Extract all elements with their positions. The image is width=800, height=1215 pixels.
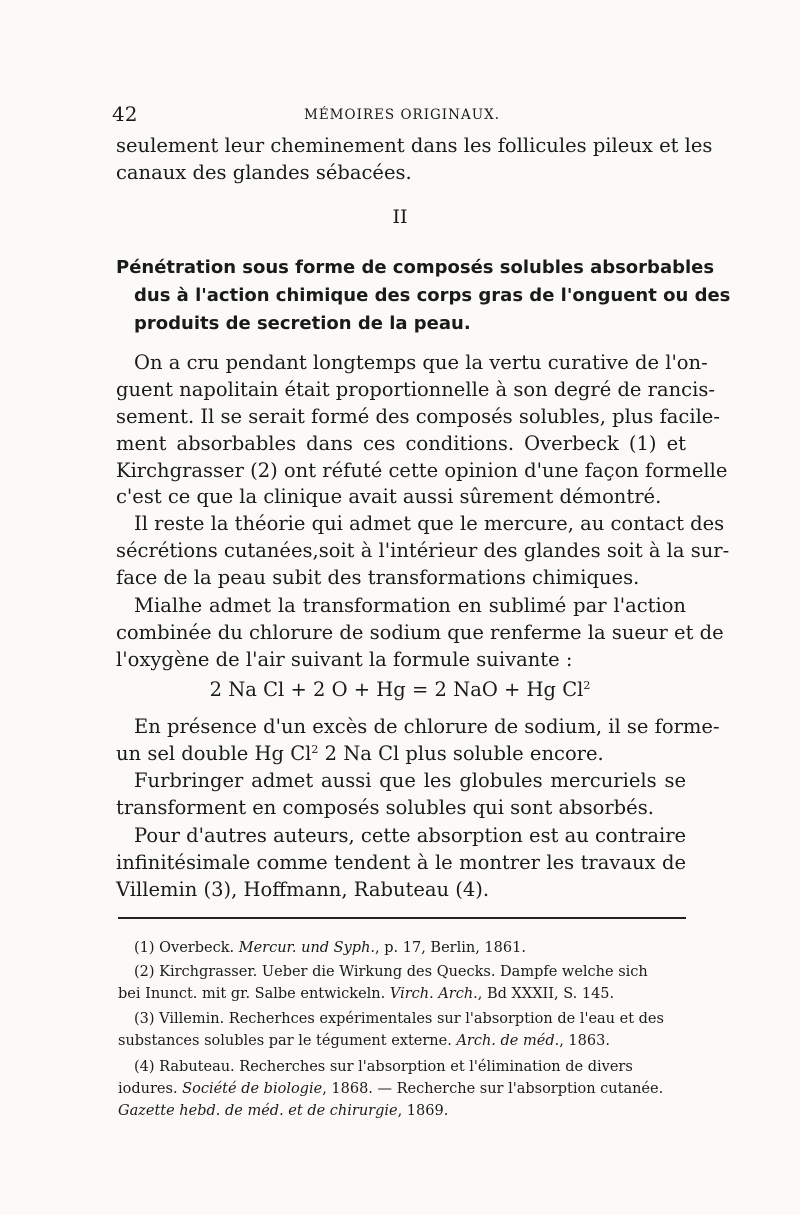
chemical-formula: [0, 677, 800, 703]
body-line: Pour d'autres auteurs, cette absorption est au contraire: [134, 824, 687, 847]
footnote-italic: Société de biologie: [182, 1081, 323, 1097]
inline-text: un sel double Hg Cl: [116, 742, 312, 765]
body-line: guent napolitain était proportionnelle à son degré de rancis-: [116, 378, 715, 401]
body-line: combinée du chlorure de sodium que renferme la sueur et de: [116, 621, 724, 644]
footnote-text: , 1869.: [397, 1103, 449, 1119]
body-line: Il reste la théorie qui admet que le mercure, au contact des: [134, 512, 725, 535]
section-numeral: II: [392, 206, 408, 228]
footnote-text: , p. 17, Berlin, 1861.: [375, 940, 526, 956]
footnote: [134, 939, 704, 958]
body-line: sécrétions cutanées,soit à l'intérieur des glandes soit à la sur-: [116, 539, 730, 562]
footnote-italic: Virch. Arch.: [389, 986, 478, 1002]
body-line: Mialhe admet la transformation en sublimé par l'action: [134, 594, 686, 617]
section-heading-line: Pénétration sous forme de composés solubles absorbables: [116, 257, 715, 278]
footnote: [118, 1080, 688, 1099]
footnote-text: substances solubles par le tégument externe.: [118, 1033, 457, 1049]
body-line: c'est ce que la clinique avait aussi sûrement démontré.: [116, 485, 662, 508]
body-line: canaux des glandes sébacées.: [116, 161, 412, 184]
footnote-italic: Mercur. und Syph.: [238, 940, 376, 956]
footnote-italic: Gazette hebd. de méd. et de chirurgie: [118, 1103, 398, 1119]
footnote-text: (1) Overbeck.: [134, 940, 239, 956]
section-heading-line: dus à l'action chimique des corps gras de l'onguent ou des: [134, 285, 731, 306]
inline-superscript: 2: [311, 743, 319, 756]
footnote-italic: Arch. de méd.: [456, 1033, 560, 1049]
footnote: (4) Rabuteau. Recherches sur l'absorption et l'élimination de divers: [134, 1059, 633, 1075]
formula-superscript: 2: [583, 679, 591, 692]
footnote-divider: [118, 917, 686, 919]
body-line: sement. Il se serait formé des composés solubles, plus facile-: [116, 405, 720, 428]
body-line: infinitésimale comme tendent à le montrer les travaux de: [116, 851, 686, 874]
body-line: Furbringer admet aussi que les globules mercuriels se: [134, 769, 686, 792]
footnote: [118, 985, 688, 1004]
footnote: [118, 1032, 688, 1051]
body-line: transforment en composés solubles qui sont absorbés.: [116, 796, 654, 819]
running-header: [112, 102, 692, 126]
body-line: seulement leur cheminement dans les follicules pileux et les: [116, 134, 713, 157]
body-line: ment absorbables dans ces conditions. Overbeck (1) et: [116, 432, 686, 455]
body-line: Kirchgrasser (2) ont réfuté cette opinion d'une façon formelle: [116, 459, 728, 482]
body-line: [116, 741, 686, 767]
body-line: En présence d'un excès de chlorure de sodium, il se forme-: [134, 715, 720, 738]
body-line: l'oxygène de l'air suivant la formule suivante :: [116, 648, 573, 671]
footnote-text: , 1868. — Recherche sur l'absorption cutanée.: [322, 1081, 664, 1097]
formula-text: 2 Na Cl + 2 O + Hg = 2 NaO + Hg Cl: [209, 678, 584, 701]
footnote-text: iodures.: [118, 1081, 183, 1097]
footnote-text: , 1863.: [559, 1033, 610, 1049]
footnote-text: bei Inunct. mit gr. Salbe entwickeln.: [118, 986, 390, 1002]
body-line: On a cru pendant longtemps que la vertu curative de l'on-: [134, 351, 708, 374]
inline-text: 2 Na Cl plus soluble encore.: [318, 742, 604, 765]
running-title: MÉMOIRES ORIGINAUX.: [304, 107, 500, 123]
page-number: 42: [112, 102, 138, 126]
section-heading-line: produits de secretion de la peau.: [134, 313, 471, 334]
footnote: (3) Villemin. Recherhces expérimentales sur l'absorption de l'eau et des: [134, 1011, 664, 1027]
body-line: Villemin (3), Hoffmann, Rabuteau (4).: [116, 878, 490, 901]
body-line: face de la peau subit des transformations chimiques.: [116, 566, 640, 589]
footnote: [118, 1102, 688, 1121]
footnote: (2) Kirchgrasser. Ueber die Wirkung des Quecks. Dampfe welche sich: [134, 964, 648, 980]
footnote-text: , Bd XXXII, S. 145.: [477, 986, 615, 1002]
